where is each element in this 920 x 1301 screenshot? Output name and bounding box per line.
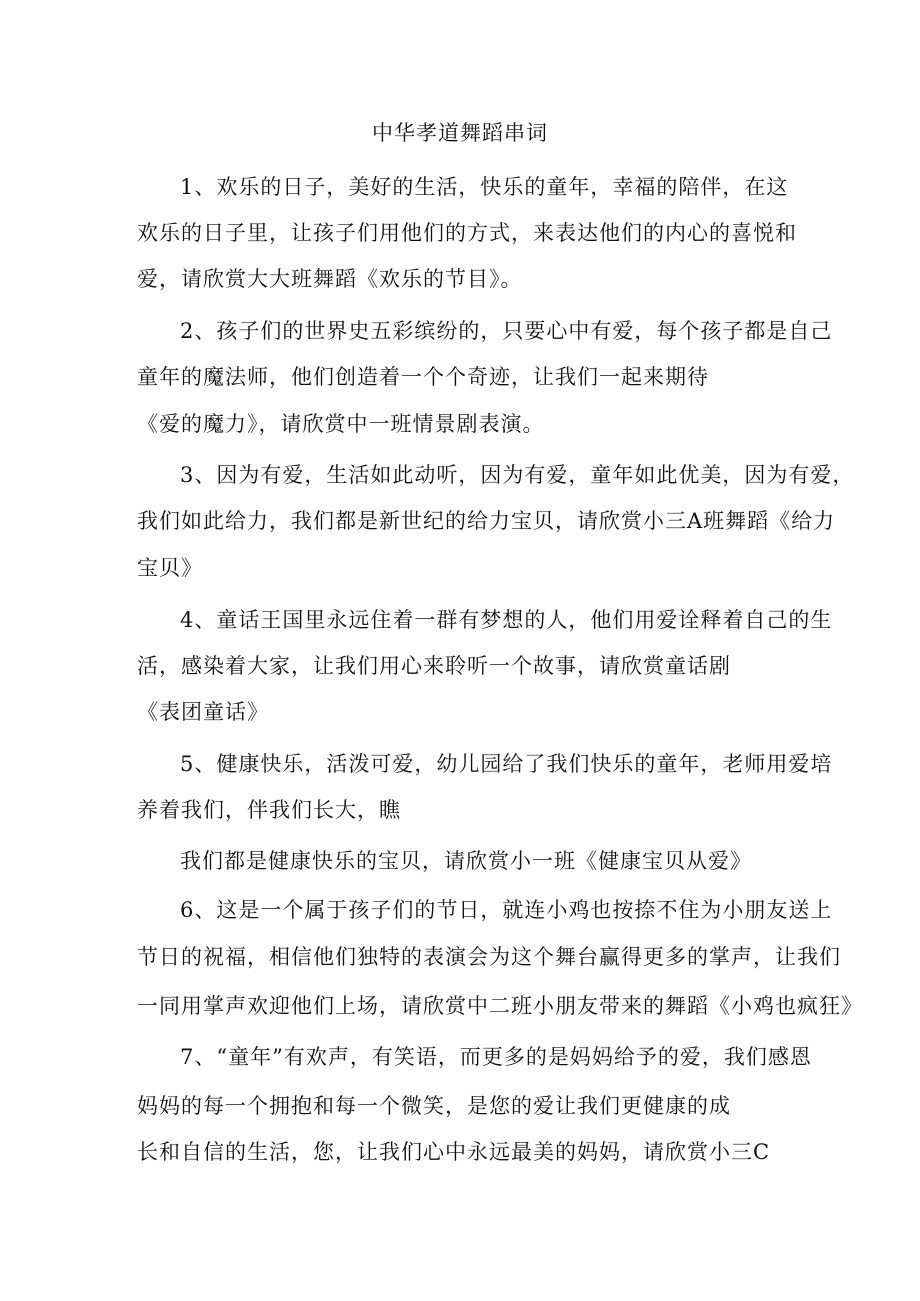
paragraph-3-line-3: 宝贝》 [137,556,203,580]
paragraph-7-line-3: 长和自信的生活，您，让我们心中永远最美的妈妈，请欣赏小三C [137,1140,771,1164]
paragraph-4-line-1: 4、童话王国里永远住着一群有梦想的人，他们用爱诠释着自己的生 [180,608,833,632]
paragraph-7-line-1: 7、“童年”有欢声，有笑语，而更多的是妈妈给予的爱，我们感恩 [180,1045,812,1069]
paragraph-7-line-2: 妈妈的每一个拥抱和每一个微笑，是您的爱让我们更健康的成 [137,1094,731,1118]
paragraph-2-line-1: 2、孩子们的世界史五彩缤纷的，只要心中有爱，每个孩子都是自己 [180,319,833,343]
paragraph-1-line-2: 欢乐的日子里，让孩子们用他们的方式，来表达他们的内心的喜悦和 [137,221,797,245]
paragraph-1-line-1: 1、欢乐的日子，美好的生活，快乐的童年，幸福的陪伴，在这 [180,175,789,199]
paragraph-2-line-2: 童年的魔法师，他们创造着一个个奇迹，让我们一起来期待 [137,365,709,389]
paragraph-2-line-3: 《爱的魔力》，请欣赏中一班情景剧表演。 [137,412,545,436]
paragraph-3-line-1: 3、因为有爱，生活如此动听，因为有爱，童年如此优美，因为有爱， [180,463,855,487]
paragraph-6-line-2: 节日的祝福，相信他们独特的表演会为这个舞台赢得更多的掌声，让我们 [137,945,841,969]
paragraph-4-line-2: 活，感染着大家，让我们用心来聆听一个故事，请欣赏童话剧 [137,654,731,678]
paragraph-5-line-2: 养着我们，伴我们长大，瞧 [137,798,401,822]
paragraph-6-line-3: 一同用掌声欢迎他们上场，请欣赏中二班小朋友带来的舞蹈《小鸡也疯狂》 [137,994,863,1018]
paragraph-5-line-3: 我们都是健康快乐的宝贝，请欣赏小一班《健康宝贝从爱》 [180,849,752,873]
document-title: 中华孝道舞蹈串词 [372,121,548,145]
paragraph-1-line-3: 爱，请欣赏大大班舞蹈《欢乐的节目》。 [137,267,523,291]
paragraph-4-line-3: 《表团童话》 [137,700,269,724]
paragraph-3-line-2: 我们如此给力，我们都是新世纪的给力宝贝，请欣赏小三A班舞蹈《给力 [137,509,836,533]
paragraph-6-line-1: 6、这是一个属于孩子们的节日，就连小鸡也按捺不住为小朋友送上 [180,898,833,922]
paragraph-5-line-1: 5、健康快乐，活泼可爱，幼儿园给了我们快乐的童年，老师用爱培 [180,752,833,776]
